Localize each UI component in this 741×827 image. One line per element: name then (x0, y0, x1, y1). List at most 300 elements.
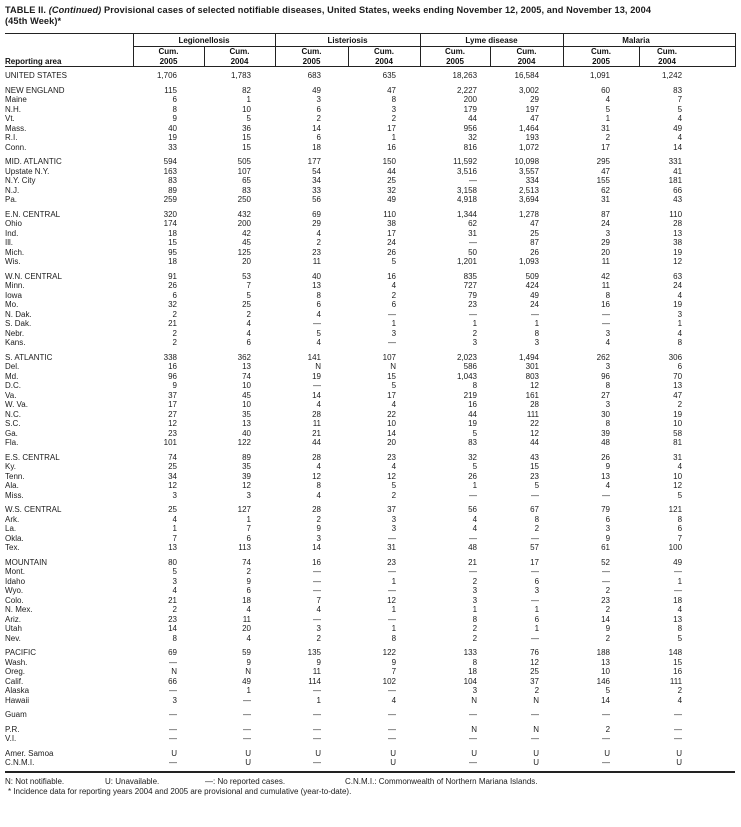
reporting-area-cell: N.Y. City (5, 176, 36, 185)
reporting-area-cell: V.I. (5, 734, 17, 743)
value-cell: 39 (242, 471, 251, 481)
value-cell: 2 (316, 114, 321, 123)
value-cell: 42 (242, 228, 251, 238)
value-cell: 35 (242, 462, 251, 471)
value-cell: 37 (168, 390, 177, 400)
cum-label: Cum. (229, 47, 250, 56)
value-cell: 2 (391, 490, 397, 500)
value-cell: 95 (168, 247, 177, 257)
value-cell: 32 (468, 133, 478, 142)
table-row (5, 696, 735, 706)
value-cell: 17 (387, 123, 397, 133)
value-cell: 33 (168, 142, 177, 152)
value-cell: 66 (168, 676, 177, 686)
value-cell: — (313, 710, 321, 719)
value-cell: 10 (601, 667, 611, 676)
table-body (5, 67, 735, 768)
value-cell: — (313, 576, 321, 586)
value-cell: 14 (312, 390, 321, 400)
value-cell: — (531, 490, 540, 500)
value-cell: — (243, 710, 251, 719)
value-cell: 8 (391, 95, 397, 104)
value-cell: 110 (669, 209, 683, 219)
legend-not-notifiable: N: Not notifiable. (5, 776, 65, 786)
reporting-area-cell: Nebr. (5, 328, 25, 338)
reporting-area-cell: N.H. (5, 104, 21, 114)
value-cell: 23 (387, 557, 397, 567)
reporting-area-cell: Kans. (5, 338, 26, 347)
value-cell: 2 (316, 238, 321, 247)
value-cell: 76 (530, 648, 540, 657)
table-row (5, 210, 735, 220)
value-cell: 66 (673, 185, 683, 195)
value-cell: 3 (605, 362, 611, 371)
reporting-area-cell: MID. ATLANTIC (5, 157, 62, 166)
reporting-area-cell: Vt. (5, 114, 15, 123)
table-row (5, 491, 735, 501)
value-cell: 13 (601, 657, 611, 667)
value-cell: 12 (530, 657, 540, 667)
value-cell: 803 (525, 371, 540, 381)
value-cell: 29 (601, 238, 611, 247)
value-cell: 1 (391, 624, 397, 633)
value-cell: 2 (605, 133, 611, 142)
value-cell: — (469, 176, 478, 185)
value-cell: 83 (242, 185, 251, 195)
value-cell: 181 (668, 176, 683, 185)
value-cell: 14 (601, 695, 611, 705)
reporting-area-cell: S.C. (5, 419, 21, 428)
table-row (5, 105, 735, 115)
value-cell: — (243, 724, 251, 734)
value-cell: 301 (525, 362, 540, 371)
value-cell: 10 (242, 381, 251, 390)
value-cell: 29 (530, 95, 540, 104)
value-cell: 5 (391, 257, 397, 266)
value-cell: 14 (673, 142, 683, 152)
value-cell: 26 (530, 247, 540, 257)
reporting-area-cell: Md. (5, 371, 19, 381)
cum-label: Cum. (591, 47, 612, 56)
table-row (5, 758, 735, 768)
column-header-cum-2004 (490, 47, 563, 67)
value-cell: 3 (316, 95, 321, 104)
value-cell: 31 (601, 195, 611, 204)
value-cell: 42 (601, 271, 611, 281)
value-cell: 9 (246, 657, 251, 667)
reporting-area-cell: Hawaii (5, 695, 30, 705)
value-cell: 4 (316, 309, 321, 319)
value-cell: 2 (246, 567, 251, 576)
value-cell: 69 (168, 648, 177, 657)
value-cell: 14 (387, 428, 397, 438)
value-cell: 49 (242, 676, 251, 686)
value-cell: 7 (246, 281, 251, 290)
value-cell: — (531, 734, 540, 743)
cum-label: Cum. (657, 47, 678, 56)
reporting-area-cell: Wash. (5, 657, 28, 667)
value-cell: 11 (312, 667, 321, 676)
value-cell: 111 (669, 676, 683, 686)
value-cell: 10 (242, 400, 251, 409)
value-cell: 295 (596, 157, 611, 166)
value-cell: 25 (530, 667, 540, 676)
value-cell: 44 (468, 409, 478, 419)
value-cell: — (313, 614, 321, 624)
value-cell: 250 (237, 195, 251, 204)
value-cell: 5 (391, 381, 397, 390)
value-cell: 80 (168, 557, 177, 567)
value-cell: 188 (596, 648, 611, 657)
value-cell: 34 (168, 471, 177, 481)
value-cell: 15 (242, 142, 251, 152)
value-cell: 17 (601, 142, 611, 152)
value-cell: N (315, 362, 321, 371)
table-row (5, 86, 735, 96)
value-cell: 1 (246, 95, 251, 104)
value-cell: 89 (242, 452, 251, 462)
value-cell: 69 (312, 209, 321, 219)
table-title-text: Provisional cases of selected notifiable diseases, United States, weeks ending November 12, 2005, and November 13, 2004 (104, 5, 652, 15)
table-row (5, 558, 735, 568)
value-cell: 11 (601, 257, 611, 266)
value-cell: 44 (312, 438, 321, 447)
year-label: 2004 (230, 56, 249, 66)
value-cell: 19 (168, 133, 177, 142)
value-cell: 8 (472, 614, 478, 624)
value-cell: 1 (391, 576, 397, 586)
value-cell: 6 (534, 614, 540, 624)
reporting-area-cell: Utah (5, 624, 22, 633)
table-header (5, 34, 735, 67)
value-cell: 8 (472, 381, 478, 390)
value-cell: 32 (468, 452, 478, 462)
value-cell: — (169, 657, 177, 667)
value-cell: 135 (307, 648, 321, 657)
value-cell: 2 (605, 605, 611, 614)
reporting-area-cell: Ariz. (5, 614, 21, 624)
table-row (5, 410, 735, 420)
value-cell: 5 (677, 490, 683, 500)
value-cell: 7 (246, 524, 251, 533)
table-row (5, 505, 735, 515)
table-row (5, 515, 735, 525)
reporting-area-cell: Mo. (5, 300, 19, 309)
group-header-malaria: Malaria (563, 34, 735, 47)
value-cell: 13 (242, 419, 251, 428)
value-cell: 148 (668, 648, 683, 657)
value-cell: 38 (673, 238, 683, 247)
value-cell: 12 (530, 381, 540, 390)
value-cell: 8 (677, 338, 683, 347)
value-cell: 3 (605, 328, 611, 338)
value-cell: N (471, 724, 478, 734)
value-cell: 38 (387, 219, 397, 228)
value-cell: 17 (168, 400, 177, 409)
value-cell: 4 (677, 290, 683, 300)
reporting-area-cell: P.R. (5, 724, 20, 734)
value-cell: 146 (596, 676, 611, 686)
value-cell: 509 (525, 271, 540, 281)
reporting-area-header: Reporting area (5, 34, 133, 67)
value-cell: 174 (163, 219, 177, 228)
value-cell: 16 (601, 300, 611, 309)
value-cell: — (602, 758, 611, 767)
value-cell: 4 (605, 95, 611, 104)
value-cell: 8 (172, 633, 177, 643)
value-cell: 1 (472, 481, 478, 490)
value-cell: 9 (172, 381, 177, 390)
value-cell: 31 (601, 123, 611, 133)
value-cell: 6 (316, 104, 321, 114)
table-row (5, 648, 735, 658)
value-cell: 18 (168, 228, 177, 238)
reporting-area-cell: Mass. (5, 123, 27, 133)
table-row (5, 257, 735, 267)
table-row (5, 429, 735, 439)
value-cell: 2 (316, 633, 321, 643)
value-cell: 9 (246, 576, 251, 586)
value-cell: 15 (673, 657, 683, 667)
column-header-cum-2005 (133, 47, 204, 67)
value-cell: 32 (168, 300, 177, 309)
value-cell: 15 (387, 371, 397, 381)
value-cell: 1 (534, 319, 540, 328)
table-bottom-rule (5, 771, 735, 773)
table-row (5, 229, 735, 239)
value-cell: U (676, 748, 683, 758)
value-cell: 20 (242, 624, 251, 633)
value-cell: 70 (673, 371, 683, 381)
value-cell: 62 (468, 219, 478, 228)
value-cell: 122 (237, 438, 251, 447)
value-cell: 4 (472, 524, 478, 533)
table-row (5, 734, 735, 744)
value-cell: 17 (387, 228, 397, 238)
table-row (5, 329, 735, 339)
value-cell: 3 (534, 586, 540, 595)
value-cell: 21 (312, 428, 321, 438)
value-cell: 2 (472, 624, 478, 633)
value-cell: 14 (168, 624, 177, 633)
reporting-area-cell: Conn. (5, 142, 27, 152)
value-cell: — (169, 710, 177, 719)
value-cell: 23 (168, 428, 177, 438)
value-cell: 47 (530, 114, 540, 123)
value-cell: 3,694 (518, 195, 540, 204)
group-header-listeriosis: Listeriosis (275, 34, 420, 47)
value-cell: 44 (387, 166, 397, 176)
value-cell: 4 (246, 633, 251, 643)
value-cell: 2 (472, 328, 478, 338)
reporting-area-cell: N.C. (5, 409, 21, 419)
value-cell: 1 (246, 514, 251, 524)
value-cell: 3 (605, 400, 611, 409)
value-cell: 12 (242, 481, 251, 490)
value-cell: 4 (391, 695, 397, 705)
value-cell: — (313, 724, 321, 734)
value-cell: 22 (387, 409, 397, 419)
reporting-area-cell: PACIFIC (5, 648, 36, 657)
value-cell: 1,201 (456, 257, 478, 266)
value-cell: 9 (605, 624, 611, 633)
value-cell: — (531, 633, 540, 643)
value-cell: 9 (391, 657, 397, 667)
value-cell: 1,242 (662, 71, 683, 80)
value-cell: 44 (468, 114, 478, 123)
value-cell: 83 (168, 176, 177, 185)
value-cell: 48 (601, 438, 611, 447)
value-cell: 2 (391, 114, 397, 123)
value-cell: — (674, 734, 683, 743)
reporting-area-cell: Ohio (5, 219, 22, 228)
value-cell: 2 (605, 724, 611, 734)
value-cell: 6 (605, 514, 611, 524)
legend-unavailable: U: Unavailable. (105, 776, 160, 786)
value-cell: 6 (172, 290, 177, 300)
value-cell: 25 (242, 300, 251, 309)
reporting-area-cell: Guam (5, 710, 27, 719)
value-cell: 1 (534, 624, 540, 633)
column-header-cum-2005 (275, 47, 348, 67)
reporting-area-cell: Amer. Samoa (5, 748, 54, 758)
value-cell: 13 (168, 543, 177, 552)
value-cell: 5 (605, 686, 611, 695)
value-cell: 13 (601, 471, 611, 481)
value-cell: 44 (530, 438, 540, 447)
value-cell: 26 (387, 247, 397, 257)
table-row (5, 124, 735, 134)
reporting-area-cell: La. (5, 524, 17, 533)
table-row (5, 749, 735, 759)
reporting-area-cell: C.N.M.I. (5, 758, 35, 767)
table-row (5, 391, 735, 401)
value-cell: 635 (382, 71, 397, 80)
value-cell: 49 (312, 85, 321, 95)
value-cell: 8 (172, 104, 177, 114)
value-cell: 113 (238, 543, 251, 552)
value-cell: U (245, 758, 251, 767)
value-cell: 83 (468, 438, 478, 447)
year-label: 2005 (446, 56, 464, 66)
value-cell: 23 (168, 614, 177, 624)
reporting-area-cell: E.S. CENTRAL (5, 452, 60, 462)
value-cell: 31 (673, 452, 683, 462)
value-cell: 133 (463, 648, 478, 657)
value-cell: 3 (172, 695, 177, 705)
value-cell: 89 (168, 185, 177, 195)
value-cell: 58 (673, 428, 683, 438)
table-row (5, 281, 735, 291)
value-cell: 1 (391, 605, 397, 614)
table-row (5, 472, 735, 482)
value-cell: 125 (237, 247, 251, 257)
value-cell: 150 (382, 157, 397, 166)
value-cell: 2,513 (518, 185, 540, 195)
value-cell: 16 (468, 400, 478, 409)
value-cell: 18 (242, 595, 251, 605)
value-cell: — (388, 567, 397, 576)
value-cell: U (171, 748, 177, 758)
table-row (5, 310, 735, 320)
reporting-area-cell: D.C. (5, 381, 21, 390)
value-cell: 11 (601, 281, 611, 290)
value-cell: 11 (242, 614, 251, 624)
value-cell: — (313, 734, 321, 743)
value-cell: 2 (534, 524, 540, 533)
table-row (5, 624, 735, 634)
value-cell: — (388, 686, 397, 695)
value-cell: 179 (463, 104, 478, 114)
table-row (5, 577, 735, 587)
value-cell: 18 (673, 595, 683, 605)
value-cell: U (390, 748, 397, 758)
value-cell: 8 (605, 381, 611, 390)
value-cell: 259 (163, 195, 177, 204)
value-cell: 107 (237, 166, 251, 176)
value-cell: 5 (472, 428, 478, 438)
value-cell: 16,584 (514, 71, 540, 80)
value-cell: 21 (168, 319, 177, 328)
year-label: 2005 (159, 56, 178, 66)
value-cell: 3 (472, 595, 478, 605)
value-cell: 1 (246, 686, 251, 695)
table-row (5, 677, 735, 687)
value-cell: 338 (163, 352, 177, 362)
value-cell: 6 (316, 300, 321, 309)
value-cell: 3,557 (518, 166, 540, 176)
reporting-area-cell: S. Dak. (5, 319, 32, 328)
reporting-area-cell: Tex. (5, 543, 20, 552)
table-row (5, 686, 735, 696)
value-cell: 3 (316, 624, 321, 633)
value-cell: 83 (673, 85, 683, 95)
value-cell: U (604, 748, 611, 758)
value-cell: — (388, 724, 397, 734)
reporting-area-cell: Maine (5, 95, 27, 104)
value-cell: 11 (312, 257, 321, 266)
value-cell: 3 (472, 586, 478, 595)
value-cell: 1,091 (589, 71, 611, 80)
column-header-cum-2005 (563, 47, 639, 67)
reporting-area-cell: Ind. (5, 228, 19, 238)
value-cell: 7 (316, 595, 321, 605)
value-cell: 12 (673, 481, 683, 490)
value-cell: 10,098 (514, 157, 540, 166)
value-cell: — (243, 734, 251, 743)
reporting-area-cell: Colo. (5, 595, 24, 605)
value-cell: — (469, 533, 478, 543)
value-cell: 1 (472, 605, 478, 614)
column-header-cum-2004 (348, 47, 420, 67)
value-cell: 3 (472, 686, 478, 695)
reporting-area-cell: Mich. (5, 247, 25, 257)
year-label: 2005 (302, 56, 321, 66)
value-cell: 20 (242, 257, 251, 266)
value-cell: 4 (677, 695, 683, 705)
value-cell: — (674, 567, 683, 576)
value-cell: U (245, 748, 251, 758)
value-cell: 5 (246, 114, 251, 123)
value-cell: — (388, 734, 397, 743)
table-row (5, 543, 735, 553)
value-cell: 12 (530, 428, 540, 438)
value-cell: 2 (605, 586, 611, 595)
value-cell: 31 (468, 228, 478, 238)
value-cell: 24 (387, 238, 397, 247)
value-cell: 56 (312, 195, 321, 204)
value-cell: 4 (316, 605, 321, 614)
